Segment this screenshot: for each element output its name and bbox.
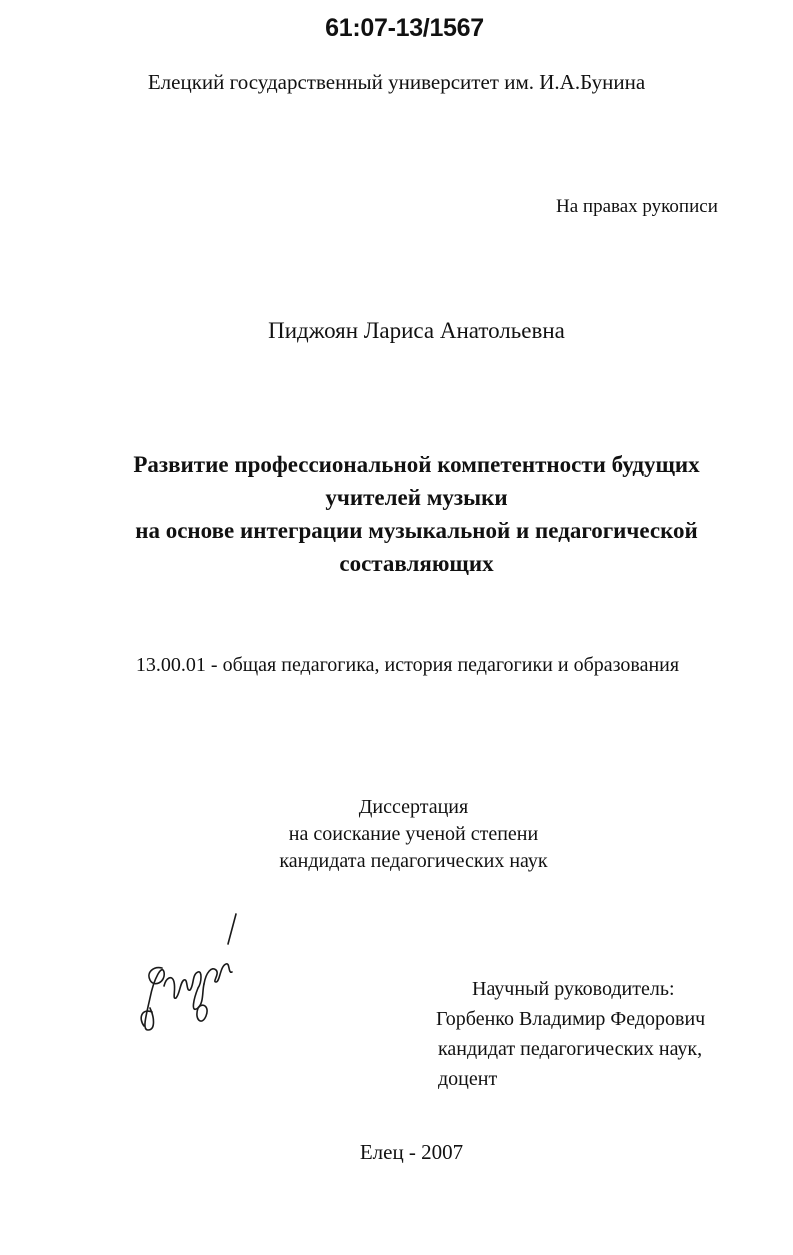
supervisor-name: Горбенко Владимир Федорович [436, 1008, 706, 1030]
manuscript-note: На правах рукописи [556, 196, 718, 217]
thesis-title-line: составляющих [339, 551, 494, 576]
dissertation-line: на соискание ученой степени [288, 823, 539, 845]
author-name: Пиджоян Лариса Анатольевна [268, 318, 565, 343]
specialty-code: 13.00.01 - общая педагогика, история педагогики и образования [135, 654, 680, 676]
handwritten-signature-icon [132, 908, 252, 1038]
dissertation-line: Диссертация [358, 796, 469, 818]
thesis-title [0, 448, 793, 580]
supervisor-label: Научный руководитель: [472, 978, 675, 1000]
thesis-title-line: учителей музыки [325, 485, 508, 510]
supervisor-degree: кандидат педагогических наук, [438, 1038, 703, 1060]
thesis-title-line: на основе интеграции музыкальной и педагогической [135, 518, 698, 543]
dissertation-description [0, 794, 793, 875]
supervisor-block [436, 974, 705, 1094]
registry-number: 61:07-13/1567 [325, 14, 484, 42]
dissertation-line: кандидата педагогических наук [279, 850, 548, 872]
university-name: Елецкий государственный университет им. И.А.Бунина [147, 70, 646, 94]
thesis-title-line: Развитие профессиональной компетентности будущих [133, 452, 700, 477]
supervisor-position: доцент [438, 1068, 498, 1090]
city-year: Елец - 2007 [359, 1140, 464, 1164]
